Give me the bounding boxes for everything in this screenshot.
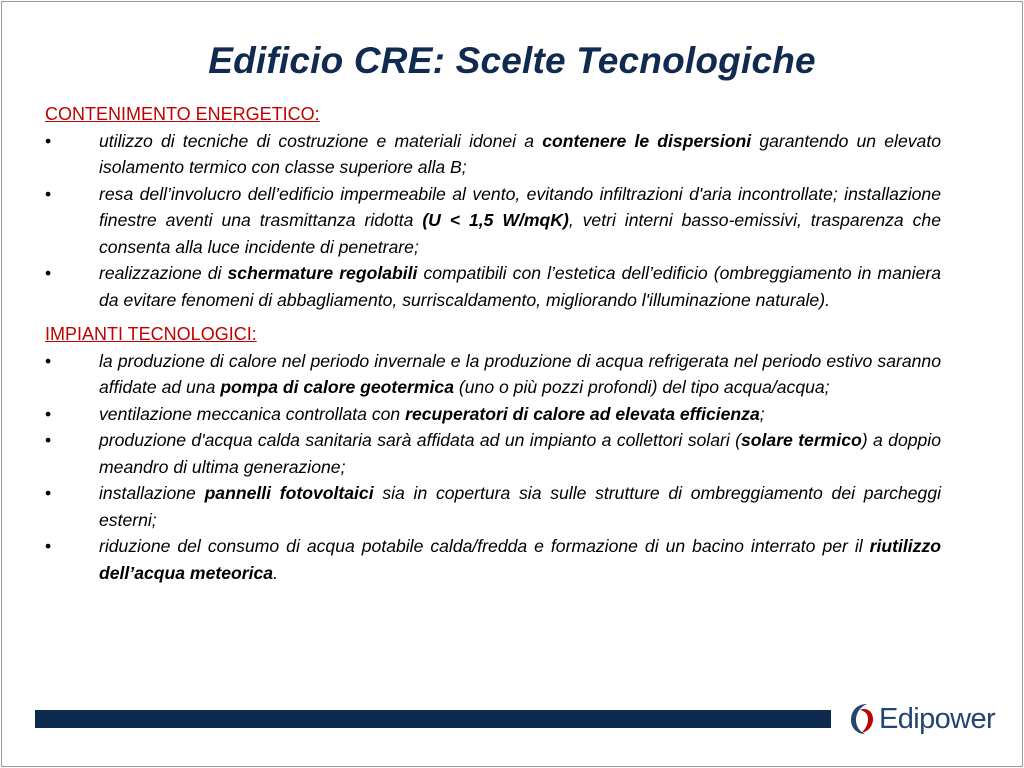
- section-heading: IMPIANTI TECNOLOGICI:: [45, 324, 257, 344]
- bullet-item: [45, 401, 941, 428]
- item-text: realizzazione di: [99, 263, 228, 283]
- item-text: installazione: [99, 483, 205, 503]
- bullet-item: [45, 348, 941, 401]
- emphasis-text: riutilizzo dell’acqua meteorica: [99, 536, 941, 583]
- item-text: la produzione di calore nel periodo invernale e la produzione di acqua refrigerata nel periodo estivo saranno affidate ad una: [99, 350, 941, 397]
- item-text: ) a doppio meandro di ultima generazione;: [99, 430, 941, 477]
- bullet-item: [45, 181, 941, 261]
- emphasis-text: recuperatori di calore ad elevata efficienza: [405, 403, 760, 424]
- section-heading: CONTENIMENTO ENERGETICO:: [45, 104, 320, 124]
- emphasis-text: contenere le dispersioni: [542, 130, 752, 151]
- item-text: compatibili con l’estetica dell’edificio (ombreggiamento in maniera da evitare fenomeni di abbagliamento, surriscaldamento, migliorando l'illuminazione naturale).: [99, 263, 941, 310]
- bullet-marker: •: [45, 183, 52, 204]
- bullet-item: [45, 480, 941, 533]
- item-text: resa dell’involucro dell’edificio impermeabile al vento, evitando infiltrazioni d'aria incontrollate; installazione finestre aventi una trasmittanza ridotta: [99, 183, 941, 230]
- bullet-marker: •: [45, 263, 52, 283]
- item-text: ventilazione meccanica controllata con: [99, 403, 406, 424]
- footer-bar: [35, 710, 831, 728]
- item-text: .: [273, 562, 278, 583]
- emphasis-text: pannelli fotovoltaici: [204, 483, 374, 503]
- item-text: garantendo un elevato isolamento termico con classe superiore alla B;: [99, 130, 941, 177]
- bullet-marker: •: [45, 536, 52, 556]
- item-text: produzione d'acqua calda sanitaria sarà affidata ad un impianto a collettori solari (: [99, 430, 741, 450]
- bullet-marker: •: [45, 130, 52, 151]
- bullet-marker: •: [45, 430, 52, 450]
- emphasis-text: solare termico: [740, 430, 862, 450]
- bullet-marker: •: [45, 483, 52, 503]
- slide-title: Edificio CRE: Scelte Tecnologiche: [208, 40, 816, 81]
- item-text: utilizzo di tecniche di costruzione e materiali idonei a: [99, 130, 543, 151]
- slide-content: [45, 101, 941, 586]
- emphasis-text: pompa di calore geotermica: [220, 377, 454, 397]
- item-text: riduzione del consumo di acqua potabile calda/fredda e formazione di un bacino interrato per il: [99, 536, 870, 556]
- bullet-marker: •: [45, 350, 52, 371]
- emphasis-text: (U < 1,5 W/mqK): [422, 210, 569, 230]
- item-text: sia in copertura sia sulle strutture di ombreggiamento dei parcheggi esterni;: [99, 483, 942, 530]
- slide: [1, 1, 1023, 767]
- emphasis-text: schermature regolabili: [227, 263, 418, 283]
- bullet-item: [45, 533, 941, 586]
- bullet-item: [45, 260, 941, 313]
- edipower-logo: [847, 699, 995, 739]
- bullet-marker: •: [45, 403, 52, 424]
- item-text: , vetri interni basso-emissivi, trasparenza che consenta alla luce incidente di penetrare;: [99, 210, 941, 257]
- item-text: ;: [759, 403, 765, 424]
- bullet-item: [45, 427, 941, 480]
- logo-text: Edipower: [879, 702, 996, 735]
- item-text: (uno o più pozzi profondi) del tipo acqua/acqua;: [454, 377, 830, 397]
- bullet-item: [45, 128, 941, 181]
- edipower-logo-icon: [847, 701, 877, 737]
